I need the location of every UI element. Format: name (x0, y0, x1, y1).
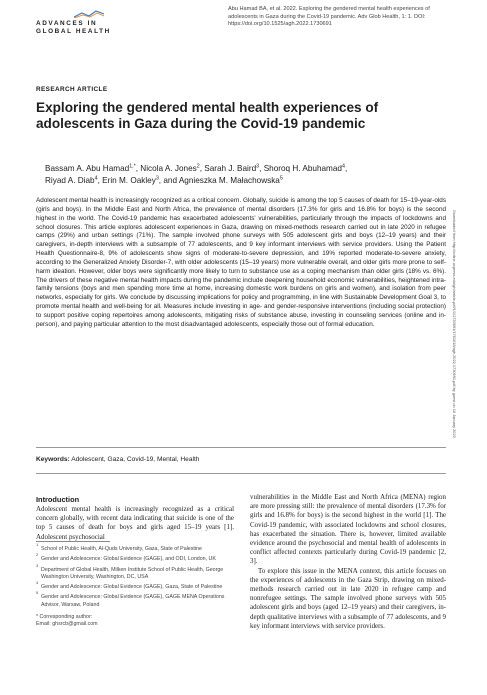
affiliation: 2 Gender and Adolescence: Global Evidence (GAGE), and ODI, London, UK (36, 552, 216, 563)
keywords (36, 456, 199, 463)
author: Agnieszka M. Małachowska$^5$ (178, 175, 283, 185)
author: Erin M. Oakley$^3$, and (102, 175, 179, 185)
article-type-label: RESEARCH ARTICLE (36, 86, 108, 93)
author: Shoroq H. Abuhamad$^4$, (263, 163, 348, 173)
intro-column-left: Adolescent mental health is increasingly recognized as a critical concern globally, with recent data indicating that suicide is one of the top 5 causes of death for boys and girls aged 15–19 years [1]. Adolescent psychosocial (36, 505, 234, 541)
author: Nicola A. Jones$^2$, (140, 163, 205, 173)
intro-paragraph: To explore this issue in the MENA context, this article focuses on the experiences of adolescents in the Gaza Strip, drawing on mixed-methods research carried out in late 2020 in refugee camp and nonrefugee settings. The sample involved phone surveys with 505 adolescent girls and boys (aged 12–19 years) and their caregivers, in-depth qualitative interviews with a subsample of 77 adolescents, and 9 key informant interviews with service providers. (250, 566, 446, 630)
corresponding-author (36, 614, 232, 629)
keywords-value: Adolescent, Gaza, Covid-19, Mental, Health (71, 456, 200, 463)
affiliations (36, 542, 232, 629)
author: Bassam A. Abu Hamad$^{1,*}$, (45, 163, 141, 173)
divider (36, 447, 446, 448)
author: Riyad A. Diab$^4$, (45, 175, 103, 185)
intro-column-right (250, 493, 446, 631)
logo-text-line2: GLOBAL HEALTH (36, 28, 111, 35)
divider (36, 473, 446, 474)
logo-text-line1: ADVANCES IN (36, 20, 98, 27)
intro-paragraph: vulnerabilities in the Middle East and North Africa (MENA) region are more pressing still: the prevalence of mental disorders (17.3% for girls and 16.8% for boys) is the second highest in the world [1]. The Covid-19 pandemic, with associated lockdowns and school closures, has exacerbated the situation. There is, however, limited available evidence around the psychosocial and mental health of adolescents in conflict affected contexts particularly during Covid-19 pandemic [2, 3]. (250, 493, 446, 566)
corresponding-email[interactable]: Email: ghsrcb@gmail.com (36, 621, 98, 628)
abstract-text: Adolescent mental health is increasingly recognized as a critical concern. Globally, suicide is among the top 5 causes of death for 15–19-year-olds (girls and boys). In the Middle East and North Africa, the prevalence of mental disorders (17.3% for girls and 16.8% for boys) is the second highest in the world. The Covid-19 pandemic has exacerbated adolescents' vulnerabilities, particularly through the impacts of lockdowns and school closures. This article explores adolescent experiences in Gaza, drawing on mixed-methods research carried out in late 2020 in refugee camps (29%) and urban settings (71%). The sample involved phone surveys with 505 adolescent girls and boys (12–19 years) and their caregivers, in-depth interviews with a subsample of 77 adolescents, and 9 key informant interviews with service providers. Using the Patient Health Questionnaire-8, 9% of adolescents show signs of moderate-to-severe depression, and 19% reported moderate-to-severe anxiety, according to the Generalized Anxiety Disorder-7, with older adolescents (15–19 years) more vulnerable overall, and older girls more prone to self-harm ideation. However, older boys were significantly more likely to turn to substance use as a coping mechanism than older girls (18% vs. 6%). The drivers of these negative mental health impacts during the pandemic include deepening household economic vulnerabilities, heightened intra-family tensions (boys and men spending more time at home, increasing domestic work burdens on girls and women), and isolation from peer networks, especially for girls. We conclude by discussing implications for policy and programming, in line with Sustainable Development Goal 3, to promote mental health and well-being for all. Measures include investing in age- and gender-responsive interventions (including social protection) to support positive coping repertoires among adolescents, mitigating risks of substance abuse, investing in counseling services (online and in-person), and paying particular attention to the most disadvantaged adolescents, especially those out of formal education. (36, 197, 446, 328)
download-note (453, 210, 463, 510)
article-title: Exploring the gendered mental health experiences of adolescents in Gaza during the Covid-19 pandemic (36, 100, 379, 131)
affiliation: 5 Gender and Adolescence: Global Evidence (GAGE), GAGE MENA Operations Advisor, Warsaw, Poland (36, 590, 225, 608)
keywords-label: Keywords: (36, 456, 70, 463)
citation-header: Abu Hamad BA, et al. 2022. Exploring the gendered mental health experiences of adolescents in Gaza during the Covid-19 pandemic. Adv Glob Health, 1: 1. DOI: https://doi.org/10.1525/agh.2022.1730691 (228, 6, 430, 28)
affiliation: 1 School of Public Health, Al-Quds University, Gaza, State of Palestine (36, 542, 202, 552)
author-list (45, 163, 445, 187)
affiliation: 3 Department of Global Health, Milken Institute School of Public Health, George Washington University, Washington, DC, USA (36, 562, 224, 580)
author: Sarah J. Baird$^3$, (204, 163, 264, 173)
affiliation: 4 Gender and Adolescence: Global Evidence (GAGE), Gaza, State of Palestine (36, 580, 223, 591)
section-heading-introduction: Introduction (36, 495, 80, 504)
journal-logo-mark-icon (74, 10, 104, 18)
download-note-text: Downloaded from http://online.ucpress.edu/gh/article-pdf/1/1/1730691/1781018/agh.2022.1730691.pdf by guest on 16 January 2023 (452, 210, 457, 438)
footnote-divider (36, 541, 110, 542)
corresponding-label: * Corresponding author: (36, 614, 93, 621)
